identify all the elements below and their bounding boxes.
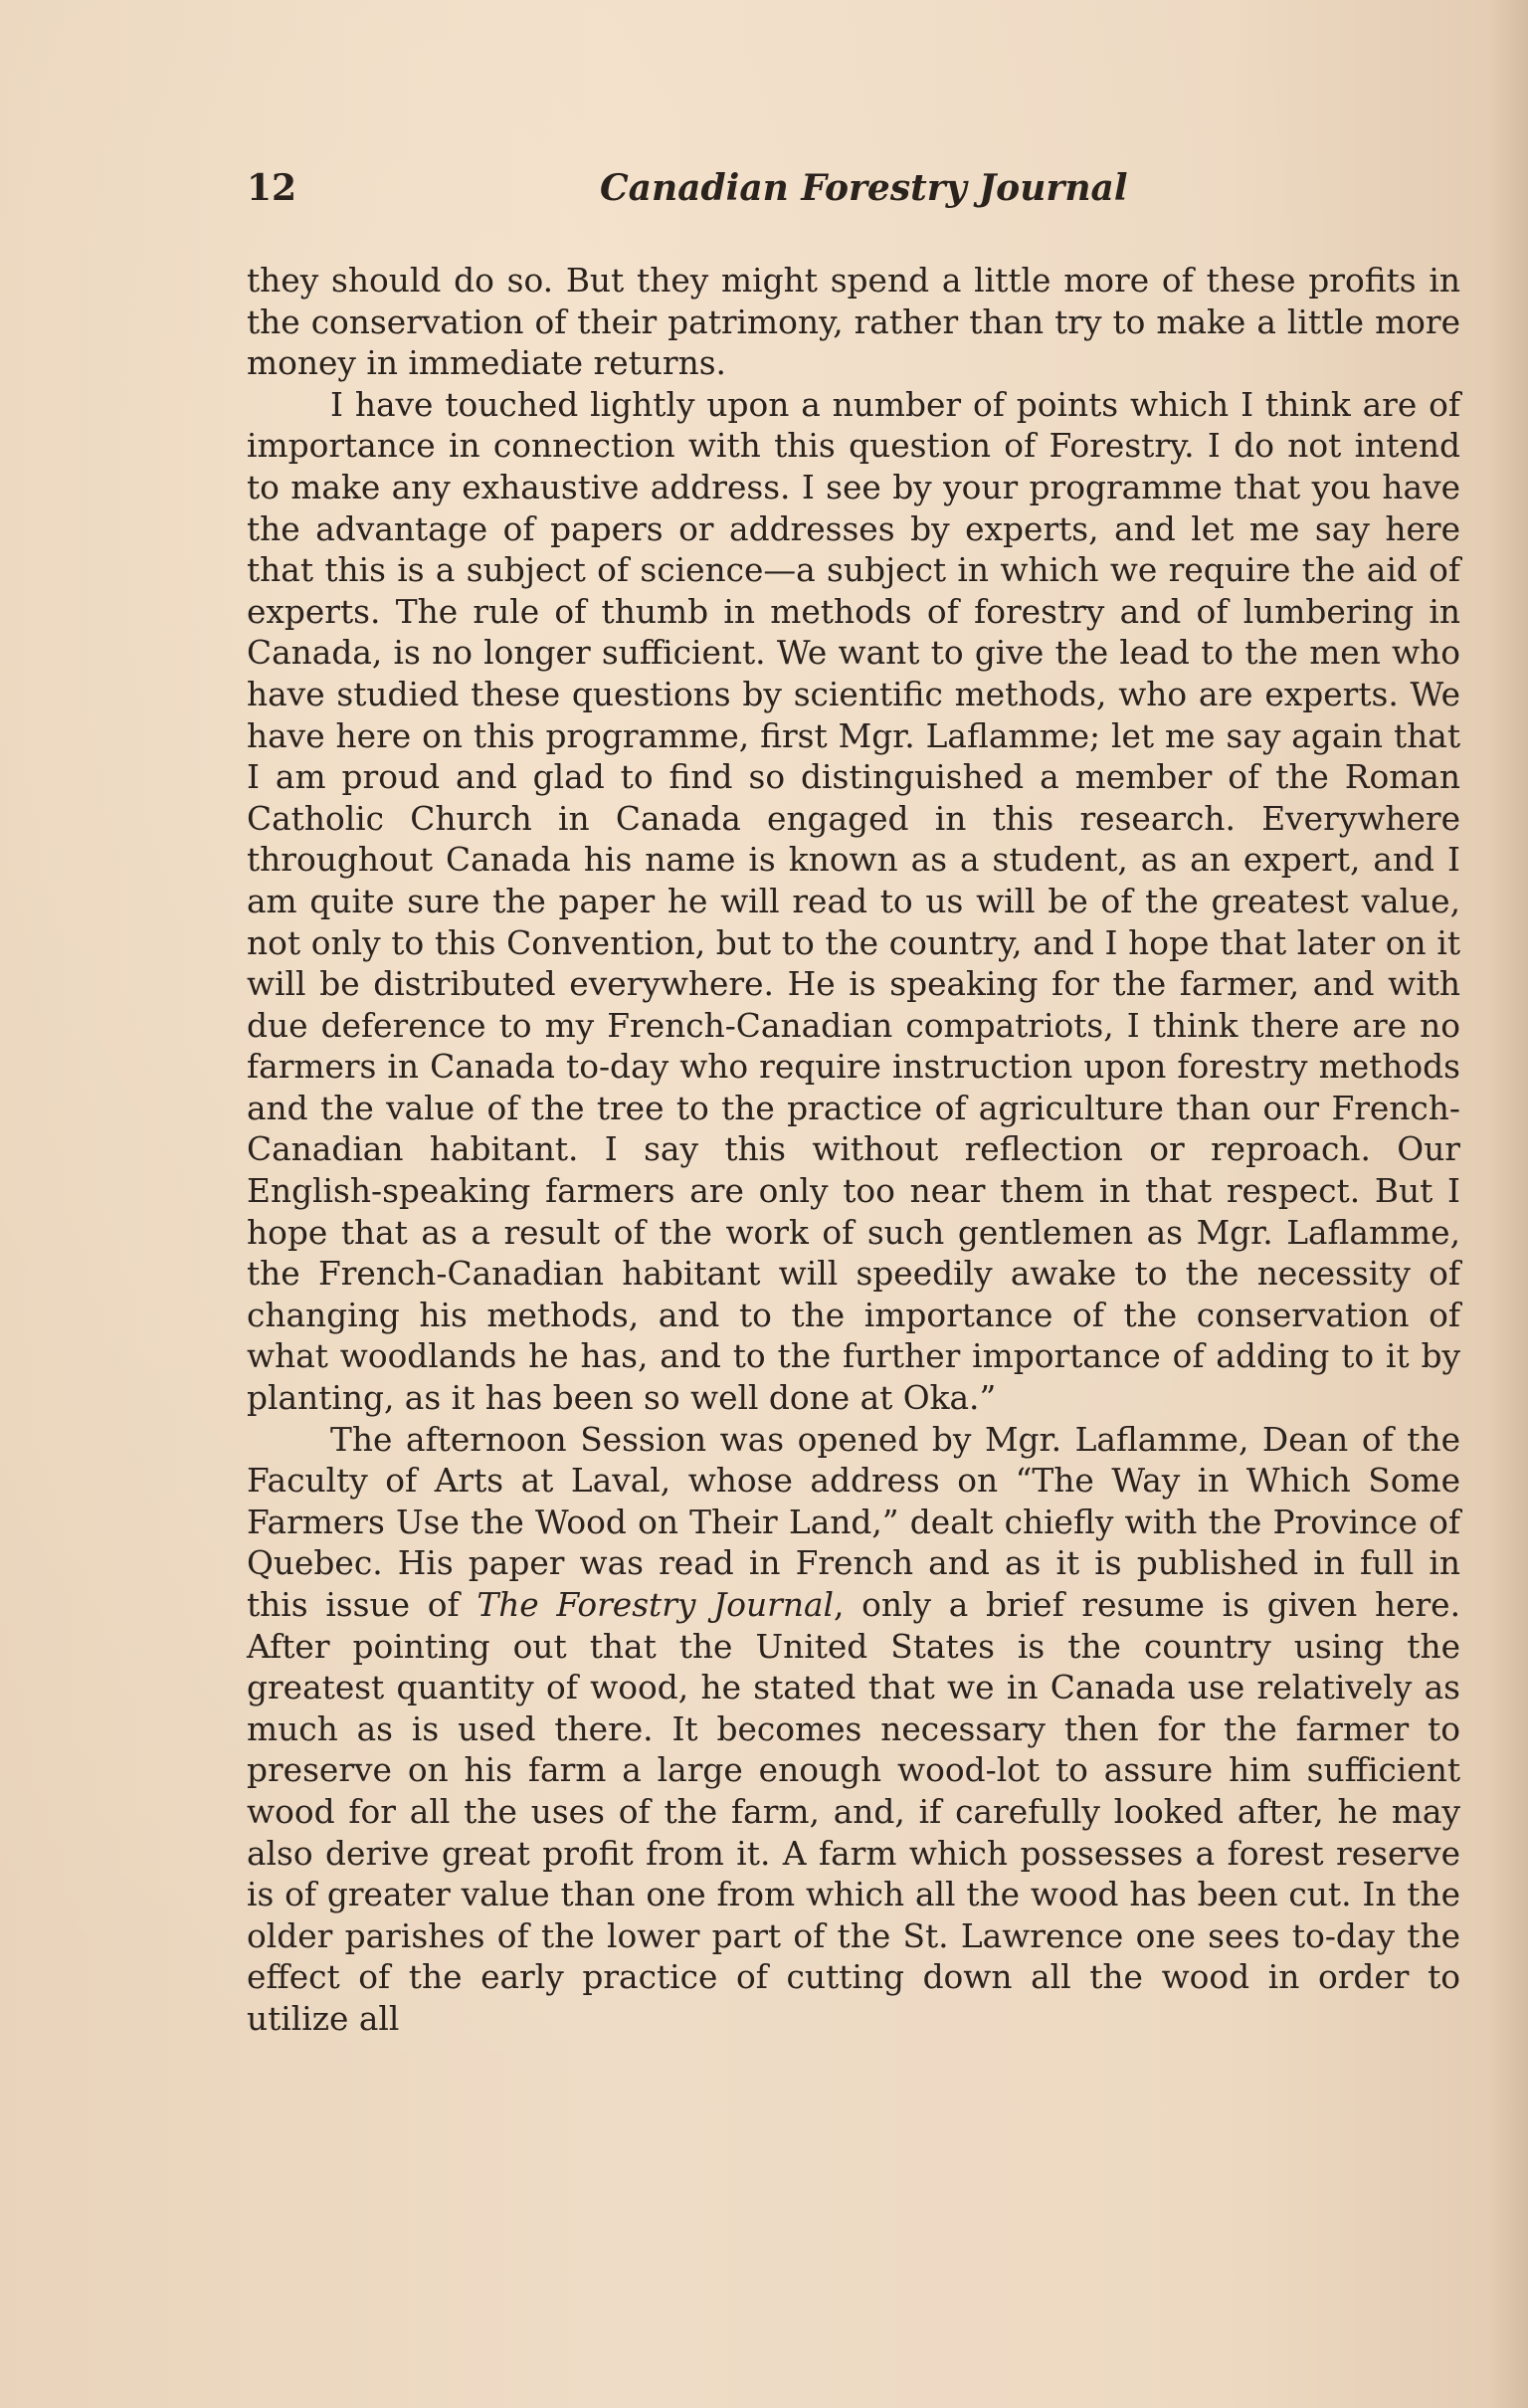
page-number: 12 — [247, 167, 297, 209]
paragraph-text: The afternoon Session was opened by Mgr. Laflamme, Dean of the Faculty of Arts at Laval, whose address on “The Way in Which Some Farmers Use the Wood on Their Land,” dealt chiefly with the Province of Quebec. His paper was read in French and as it is published in full in this issue of — [247, 1420, 1460, 1624]
running-header — [247, 167, 1460, 217]
paragraph-text: , only a brief resume is given here. After pointing out that the United States is the country using the greatest quantity of wood, he stated that we in Canada use relatively as much as is used there. It becomes necessary then for the farmer to preserve on his farm a large enough wood-lot to assure him sufficient wood for all the uses of the farm, and, if carefully looked after, he may also derive great profit from it. A farm which possesses a forest reserve is of greater value than one from which all the wood has been cut. In the older parishes of the lower part of the St. Lawrence one sees to-day the effect of the early practice of cutting down all the wood in order to utilize all — [247, 1586, 1460, 2038]
journal-name-italic: The Forestry Journal — [477, 1586, 835, 1624]
paragraph-address: I have touched lightly upon a number of points which I think are of importance in connection with this question of Forestry. I do not intend to make any exhaustive address. I see by your programme that you have the advantage of papers or addresses by experts, and let me say here that this is a subject of science—a subject in which we require the aid of experts. The rule of thumb in methods of forestry and of lumbering in Canada, is no longer sufficient. We want to give the lead to the men who have studied these questions by scientific methods, who are experts. We have here on this programme, first Mgr. Laflamme; let me say again that I am proud and glad to find so distinguished a member of the Roman Catholic Church in Canada engaged in this research. Everywhere throughout Canada his name is known as a student, as an expert, and I am quite sure the paper he will read to us will be of the greatest value, not only to this Convention, but to the country, and I hope that later on it will be distributed everywhere. He is speaking for the farmer, and with due deference to my French-Canadian compatriots, I think there are no farmers in Canada to-day who require instruction upon forestry methods and the value of the tree to the practice of agriculture than our French-Canadian habitant. I say this without reflection or reproach. Our English-speaking farmers are only too near them in that respect. But I hope that as a result of the work of such gentlemen as Mgr. Laflamme, the French-Canadian habitant will speedily awake to the necessity of changing his methods, and to the importance of the conservation of what woodlands he has, and to the further importance of adding to it by planting, as it has been so well done at Oka.” — [247, 385, 1460, 1418]
page-edge-shadow — [1488, 0, 1528, 2408]
paragraph-afternoon-session — [247, 1420, 1460, 2041]
journal-title: Canadian Forestry Journal — [600, 167, 1128, 209]
article-body — [247, 261, 1460, 2041]
paragraph-continuation: they should do so. But they might spend a little more of these profits in the conservation of their patrimony, rather than try to make a little more money in immediate returns. — [247, 262, 1460, 383]
